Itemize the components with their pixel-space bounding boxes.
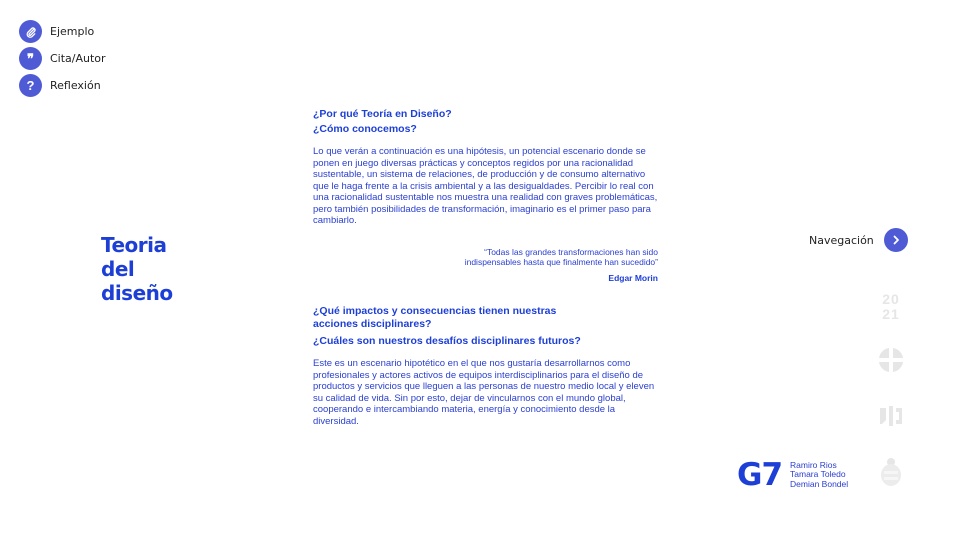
question-icon: ? bbox=[19, 74, 42, 97]
navigation bbox=[809, 228, 908, 252]
year-line: 21 bbox=[882, 306, 900, 322]
quote-author: Edgar Morin bbox=[608, 272, 658, 283]
section-question: ¿Qué impactos y consecuencias tienen nuestras acciones disciplinares? bbox=[313, 305, 557, 330]
year-line: 20 bbox=[882, 291, 900, 307]
legend-item-reflexion bbox=[19, 72, 106, 99]
legend-label: Ejemplo bbox=[50, 25, 95, 38]
team-members bbox=[790, 461, 848, 490]
legend-label: Cita/Autor bbox=[50, 52, 106, 65]
group-logo: G7 bbox=[737, 457, 783, 493]
paperclip-icon bbox=[19, 20, 42, 43]
team-member: Demian Bondel bbox=[790, 478, 849, 489]
legend-item-ejemplo bbox=[19, 18, 106, 45]
legend-item-cita-autor bbox=[19, 45, 106, 72]
legend bbox=[19, 18, 106, 99]
university-logo-icon bbox=[877, 346, 905, 374]
section-question: ¿Cuáles son nuestros desafíos disciplinares futuros? bbox=[313, 335, 581, 347]
quote-text: “Todas las grandes transformaciones han sido bbox=[484, 246, 658, 257]
quote-icon: ❞ bbox=[19, 47, 42, 70]
title-line: Teoria bbox=[101, 233, 167, 257]
title-line: del bbox=[101, 257, 135, 281]
team-member: Ramiro Rios bbox=[790, 459, 837, 470]
emblem-icon bbox=[878, 456, 904, 488]
page-title bbox=[101, 233, 173, 305]
section-impacts bbox=[313, 305, 658, 427]
quote-block bbox=[313, 247, 658, 284]
section-question: ¿Cómo conocemos? bbox=[313, 123, 417, 135]
section-paragraph: Este es un escenario hipotético en el que nos gustaría desarrollarnos como profesionales y actores activos de equipos interdisciplinarios para el diseño de productos y servicios que lleguen a las personas de nuestro medio local y eleven su calidad de vida. Sin por esto, dejar de vincularnos con el mundo global, cooperando e intercambiando materia, energía y conocimiento desde la diversidad. bbox=[313, 358, 655, 427]
title-line: diseño bbox=[101, 281, 173, 305]
navigation-label: Navegación bbox=[809, 233, 874, 247]
next-button[interactable] bbox=[884, 228, 908, 252]
chevron-right-icon bbox=[890, 234, 902, 246]
team-member: Tamara Toledo bbox=[790, 469, 846, 480]
section-question: ¿Por qué Teoría en Diseño? bbox=[313, 108, 452, 120]
side-logos bbox=[877, 292, 905, 488]
section-why-theory bbox=[313, 108, 658, 227]
quote-text: indispensables hasta que finalmente han sucedido” bbox=[464, 257, 658, 267]
section-paragraph: Lo que verán a continuación es una hipótesis, un potencial escenario donde se ponen en juego diversas prácticas y conceptos regidos por una racionalidad sustentable, un sistema de relaciones, de producción y de consumo alternativo que le haga frente a la crisis ambiental y a las desigualdades. Percibir lo real con una racionalidad sustentable nos muestra una realidad con graves problemáticas, pero también posibilidades de transformación, imaginario es el primer paso para cambiarlo. bbox=[313, 146, 658, 226]
credits bbox=[737, 458, 848, 492]
legend-label: Reflexión bbox=[50, 79, 101, 92]
faculty-logo-icon bbox=[877, 402, 905, 430]
main-content bbox=[313, 108, 658, 427]
year-mark bbox=[877, 292, 905, 322]
